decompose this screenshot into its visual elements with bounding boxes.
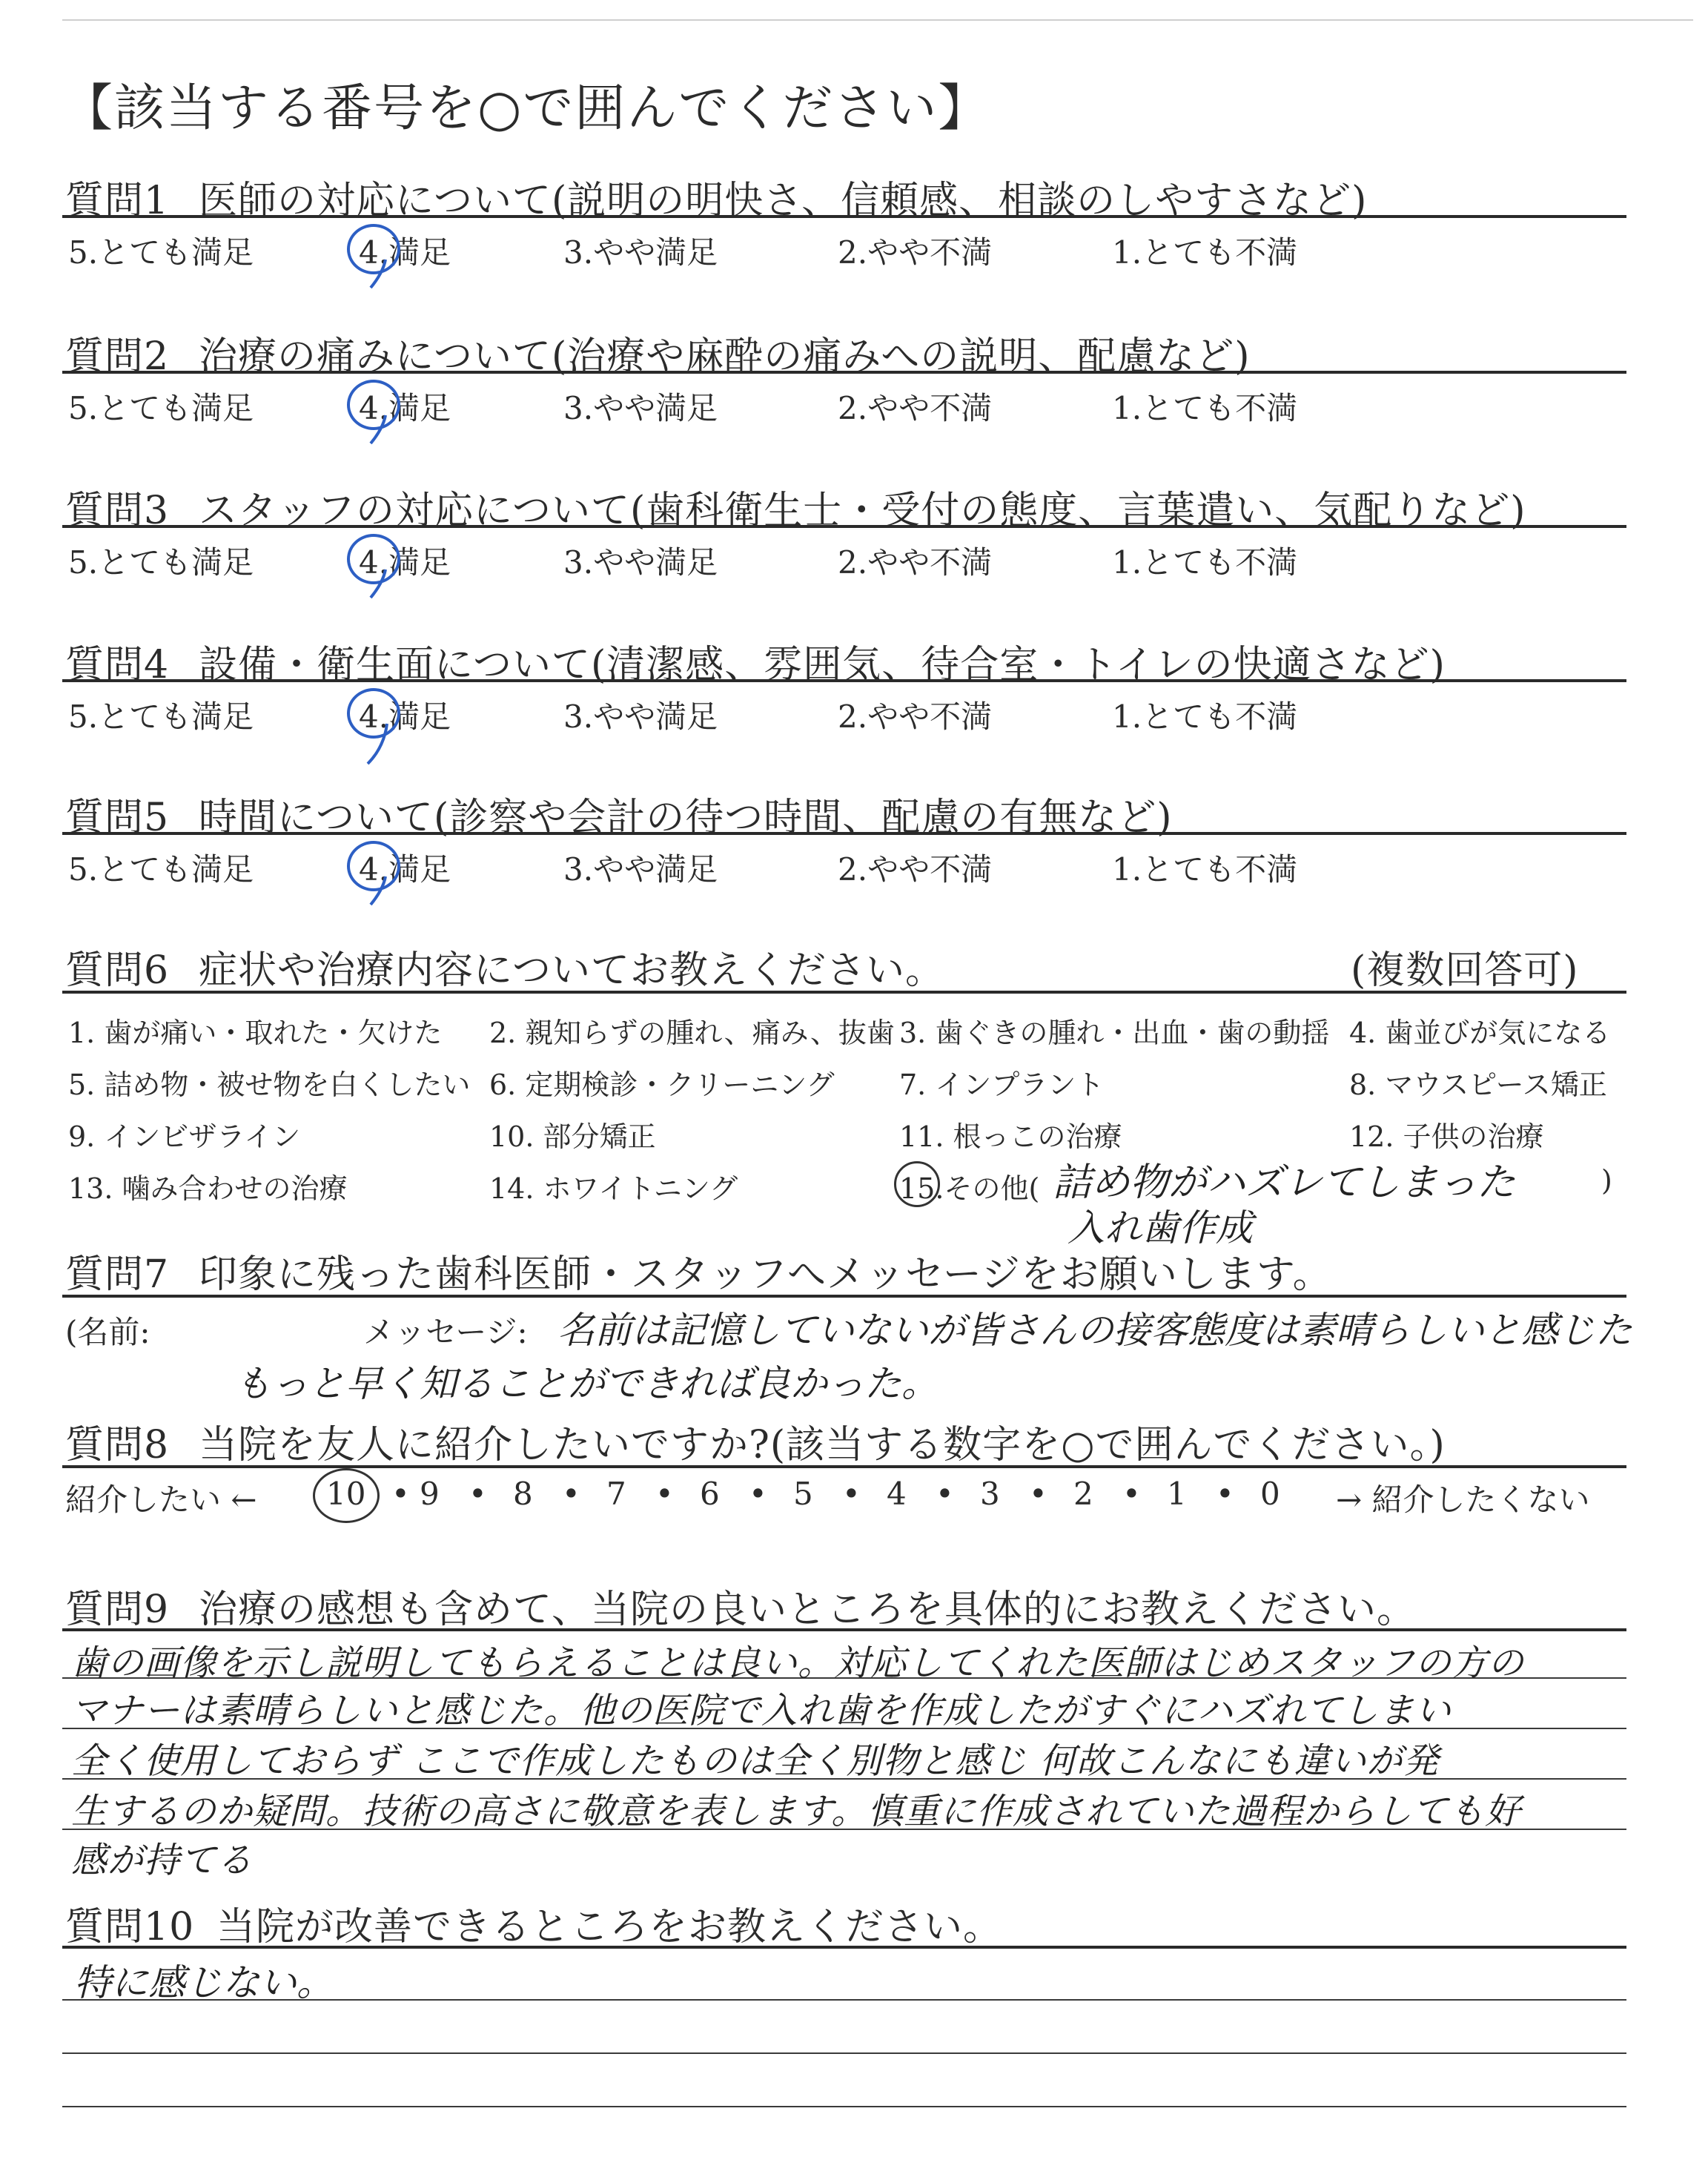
q6-option-11[interactable]: 11. 根っこの治療 [899, 1120, 1122, 1153]
q6-option-7[interactable]: 7. インプラント [899, 1069, 1105, 1101]
q1-option-1[interactable]: 1.とても不満 [1112, 234, 1298, 271]
q3-option-3[interactable]: 3.やや満足 [563, 544, 718, 581]
q8-scale-dot: • [1216, 1476, 1234, 1512]
q4-option-3[interactable]: 3.やや満足 [563, 698, 718, 735]
q10-line [62, 2052, 1626, 2054]
q8-scale-9[interactable]: 9 [420, 1476, 440, 1512]
q2-rule [62, 371, 1626, 374]
q5-text: 時間について(診察や会計の待つ時間、配慮の有無など) [199, 796, 1173, 840]
q6-option-14[interactable]: 14. ホワイトニング [489, 1172, 738, 1205]
q5-pen-tail [363, 875, 393, 919]
q3-option-4[interactable]: 4.満足 [359, 544, 451, 581]
q5-rule [62, 832, 1626, 835]
q6-option-3[interactable]: 3. 歯ぐきの腫れ・出血・歯の動揺 [899, 1017, 1330, 1049]
q6-option-1[interactable]: 1. 歯が痛い・取れた・欠けた [68, 1017, 443, 1049]
q4-rule [62, 679, 1626, 682]
q6-other-number: 15. [899, 1172, 944, 1205]
q8-label: 質問8 [65, 1423, 170, 1467]
q6-other-answer-1: 詰め物がハズレてしまった [1053, 1160, 1516, 1205]
q3-option-1[interactable]: 1.とても不満 [1112, 544, 1298, 581]
q5-label: 質問5 [65, 796, 170, 840]
page-top-border [62, 19, 1693, 21]
q3-option-2[interactable]: 2.やや不満 [838, 544, 993, 581]
q6-option-9[interactable]: 9. インビザライン [68, 1120, 301, 1153]
q4-pen-tail [363, 722, 393, 767]
q8-selection-circle [313, 1468, 380, 1523]
q6-rule [62, 991, 1626, 994]
q7-text: 印象に残った歯科医師・スタッフへメッセージをお願いします。 [199, 1252, 1332, 1297]
q7-message-label: メッセージ: [363, 1314, 528, 1350]
q6-option-6[interactable]: 6. 定期検診・クリーニング [489, 1069, 835, 1101]
q6-option-12[interactable]: 12. 子供の治療 [1349, 1120, 1544, 1153]
q8-scale-dot: • [562, 1476, 580, 1512]
q2-option-2[interactable]: 2.やや不満 [838, 390, 993, 426]
q4-option-1[interactable]: 1.とても不満 [1112, 698, 1298, 735]
q8-scale-1[interactable]: 1 [1167, 1476, 1187, 1512]
q9-line [62, 1628, 1626, 1631]
q6-option-8[interactable]: 8. マウスピース矯正 [1349, 1069, 1607, 1101]
q5-option-4[interactable]: 4.満足 [359, 851, 451, 888]
q8-scale-5[interactable]: 5 [793, 1476, 813, 1512]
q9-answer-line-2: マナーは素晴らしいと感じた。他の医院で入れ歯を作成したがすぐにハズれてしまい [71, 1690, 1452, 1731]
q10-line [62, 1999, 1626, 2001]
q2-option-3[interactable]: 3.やや満足 [563, 390, 718, 426]
q8-text: 当院を友人に紹介したいですか?(該当する数字を○で囲んでください。) [199, 1423, 1446, 1467]
q4-option-2[interactable]: 2.やや不満 [838, 698, 993, 735]
q8-scale-dot: • [749, 1476, 767, 1512]
q1-rule [62, 215, 1626, 218]
q3-rule [62, 525, 1626, 528]
page-title: 【該当する番号を○で囲んでください】 [62, 79, 990, 138]
q8-scale-dot: • [936, 1476, 954, 1512]
q2-pen-tail [363, 414, 393, 458]
q8-scale-4[interactable]: 4 [887, 1476, 907, 1512]
q9-answer-line-5: 感が持てる [71, 1840, 254, 1881]
q3-option-5[interactable]: 5.とても満足 [68, 544, 254, 581]
q1-option-2[interactable]: 2.やや不満 [838, 234, 993, 271]
q10-line [62, 2106, 1626, 2107]
q7-rule [62, 1295, 1626, 1298]
q8-scale-dot: • [391, 1476, 410, 1512]
q8-scale-0[interactable]: 0 [1260, 1476, 1280, 1512]
q2-option-1[interactable]: 1.とても不満 [1112, 390, 1298, 426]
q1-option-3[interactable]: 3.やや満足 [563, 234, 718, 271]
q10-label: 質問10 [65, 1905, 195, 1949]
q7-message-line2: もっと早く知ることができれば良かった。 [234, 1362, 939, 1405]
q8-scale-8[interactable]: 8 [513, 1476, 533, 1512]
q8-scale-dot: • [842, 1476, 861, 1512]
q8-scale-10[interactable]: 10 [326, 1476, 366, 1512]
q1-pen-tail [363, 258, 393, 303]
q3-label: 質問3 [65, 489, 170, 533]
q9-text: 治療の感想も含めて、当院の良いところを具体的にお教えください。 [199, 1588, 1416, 1632]
q6-other-label: その他( [944, 1172, 1040, 1205]
q1-label: 質問1 [65, 179, 170, 223]
q4-text: 設備・衛生面について(清潔感、雰囲気、待合室・トイレの快適さなど) [199, 643, 1446, 687]
q6-text: 症状や治療内容についてお教えください。 [199, 948, 944, 993]
q9-answer-line-3: 全く使用しておらず ここで作成したものは全く別物と感じ 何故こんなにも違いが発 [71, 1740, 1440, 1782]
q8-scale-7[interactable]: 7 [606, 1476, 626, 1512]
q1-option-5[interactable]: 5.とても満足 [68, 234, 254, 271]
q6-option-4[interactable]: 4. 歯並びが気になる [1349, 1017, 1611, 1049]
q6-other-close: ) [1601, 1164, 1612, 1197]
q6-note: (複数回答可) [1351, 948, 1579, 993]
q8-scale-dot: • [1029, 1476, 1047, 1512]
q8-scale-3[interactable]: 3 [980, 1476, 1000, 1512]
q8-scale-dot: • [655, 1476, 674, 1512]
q6-label: 質問6 [65, 948, 170, 993]
q8-scale-6[interactable]: 6 [700, 1476, 720, 1512]
q10-answer: 特に感じない。 [74, 1961, 334, 2004]
q1-text: 医師の対応について(説明の明快さ、信頼感、相談のしやすさなど) [199, 179, 1368, 223]
q6-option-13[interactable]: 13. 噛み合わせの治療 [68, 1172, 348, 1205]
q5-option-2[interactable]: 2.やや不満 [838, 851, 993, 888]
q8-rule [62, 1465, 1626, 1468]
q7-label: 質問7 [65, 1252, 170, 1297]
q8-scale-2[interactable]: 2 [1073, 1476, 1093, 1512]
q4-label: 質問4 [65, 643, 170, 687]
q10-rule [62, 1946, 1626, 1949]
q6-option-5[interactable]: 5. 詰め物・被せ物を白くしたい [68, 1069, 471, 1101]
q5-option-5[interactable]: 5.とても満足 [68, 851, 254, 888]
q4-option-5[interactable]: 5.とても満足 [68, 698, 254, 735]
q1-option-4[interactable]: 4.満足 [359, 234, 451, 271]
q6-option-2[interactable]: 2. 親知らずの腫れ、痛み、抜歯 [489, 1017, 895, 1049]
q8-right-label: → 紹介したくない [1336, 1482, 1590, 1518]
q8-scale-dot: • [1122, 1476, 1141, 1512]
q2-label: 質問2 [65, 334, 170, 379]
q9-label: 質問9 [65, 1588, 170, 1632]
q2-text: 治療の痛みについて(治療や麻酔の痛みへの説明、配慮など) [199, 334, 1251, 379]
q5-option-3[interactable]: 3.やや満足 [563, 851, 718, 888]
q3-text: スタッフの対応について(歯科衛生士・受付の態度、言葉遣い、気配りなど) [199, 489, 1526, 533]
q8-left-label: 紹介したい ← [65, 1482, 257, 1518]
q8-scale-dot: • [469, 1476, 487, 1512]
q4-option-4[interactable]: 4.満足 [359, 698, 451, 735]
q6-option-10[interactable]: 10. 部分矯正 [489, 1120, 656, 1153]
q9-answer-line-1: 歯の画像を示し説明してもらえることは良い。対応してくれた医師はじめスタッフの方の [71, 1642, 1525, 1684]
q10-text: 当院が改善できるところをお教えください。 [216, 1905, 1003, 1949]
q7-message-line1: 名前は記憶していないが皆さんの接客態度は素晴らしいと感じた [557, 1309, 1632, 1352]
q7-name-label: (名前: [65, 1314, 150, 1350]
q2-option-4[interactable]: 4.満足 [359, 390, 451, 426]
q6-selection-circle [894, 1161, 940, 1207]
q2-option-5[interactable]: 5.とても満足 [68, 390, 254, 426]
q5-option-1[interactable]: 1.とても不満 [1112, 851, 1298, 888]
q9-answer-line-4: 生するのか疑問。技術の高さに敬意を表します。慎重に作成されていた過程からしても好 [71, 1791, 1522, 1832]
q3-pen-tail [363, 568, 393, 612]
q6-other-answer-2: 入れ歯作成 [1068, 1206, 1253, 1249]
